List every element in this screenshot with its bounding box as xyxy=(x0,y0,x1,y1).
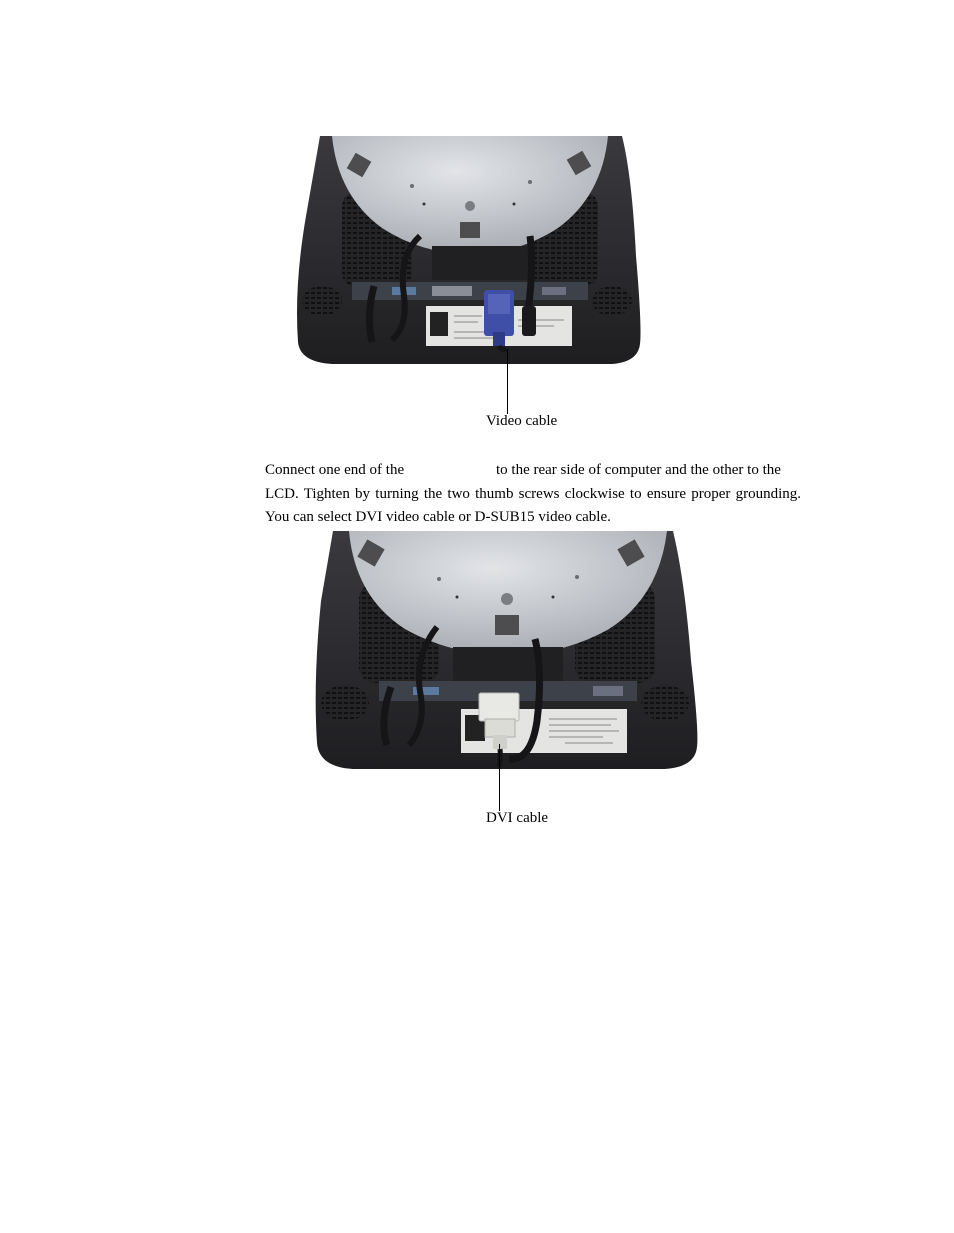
instruction-paragraph xyxy=(265,459,801,530)
instruction-line-2: LCD. Tighten by turning the two thumb screws clockwise to ensure proper grounding. xyxy=(265,485,801,502)
video-cable-pointer-line xyxy=(507,349,508,414)
instruction-line-1 xyxy=(265,459,801,483)
dvi-cable-caption: DVI cable xyxy=(486,810,549,826)
monitor-rear-photo-video-cable xyxy=(292,136,648,368)
instruction-line-1-end: to the rear side of computer and the other to the xyxy=(496,462,781,478)
video-cable-caption: Video cable xyxy=(486,413,558,429)
instruction-line-1-start: Connect one end of the xyxy=(265,462,405,478)
instruction-line-3: You can select DVI video cable or D-SUB15 video cable. xyxy=(265,509,611,525)
dvi-cable-pointer-line xyxy=(499,744,500,811)
monitor-rear-photo-dvi-cable xyxy=(313,531,701,771)
